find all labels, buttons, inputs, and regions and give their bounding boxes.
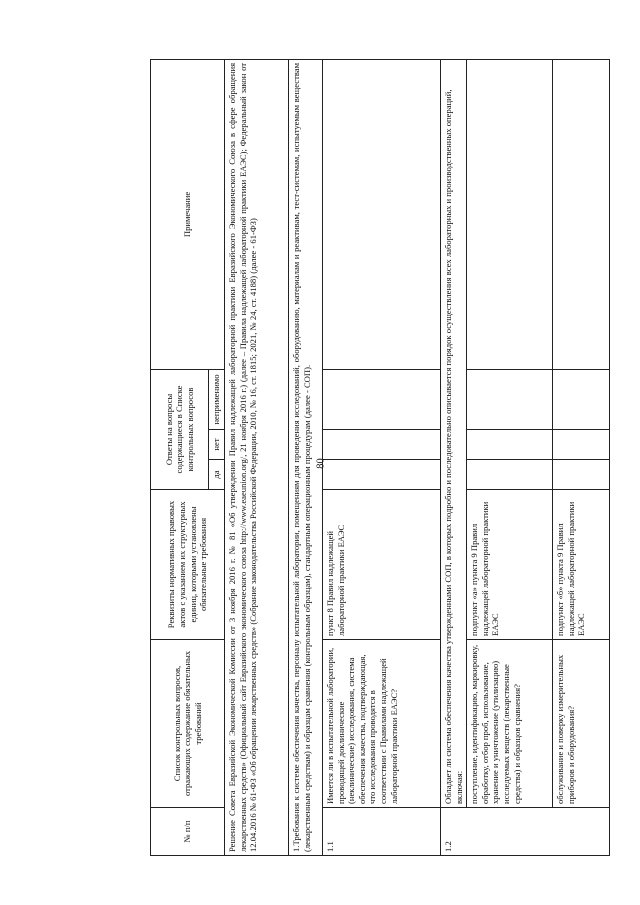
row-question: Имеется ли в испытательной лаборатории, проводящей доклинические (неклинические) исследования, система обеспечения качества, подтверждающая, что исследования проводятся в соответствии с Правилами надлежащей лабораторной практики ЕАЭС? (323, 640, 441, 808)
answer-yes-cell[interactable] (323, 460, 441, 490)
sub-item-requisite: подпункт «б» пункта 9 Правил надлежащей лабораторной практики ЕАЭС (553, 490, 610, 640)
answer-na-cell[interactable] (323, 369, 441, 429)
answer-no-cell[interactable] (553, 430, 610, 460)
sub-item-question: поступление, идентификацию, маркировку, обработку, отбор проб, использование, хранение и уничтожение (утилизацию) исследуемых веществ (лекарственные средства) и образцов сравнения? (467, 640, 553, 808)
header-answer-no: нет (209, 430, 225, 460)
note-cell[interactable] (323, 59, 441, 369)
table-row (553, 59, 610, 855)
answer-no-cell[interactable] (323, 430, 441, 460)
row-number: 1.1 (323, 808, 441, 856)
header-number: № п/п (151, 808, 225, 856)
header-answer-na: неприменимо (209, 369, 225, 429)
table-row (467, 59, 553, 855)
row-question: Обладает ли система обеспечения качества утвержденными СОП, в которых подробно и последовательно описывается порядок осуществления всех лабораторных и производственных операций, включая: (441, 59, 467, 807)
sub-item-requisite: подпункт «а» пункта 9 Правил надлежащей лабораторной практики ЕАЭС (467, 490, 553, 640)
page-number: 80 (315, 458, 327, 469)
checklist-sheet (150, 60, 610, 856)
header-note: Примечание (151, 59, 225, 369)
table-row (323, 59, 441, 855)
header-requisites: Реквизиты нормативных правовых актов с указанием их структурных единиц, которыми установлены обязательные требования (151, 490, 225, 640)
table-row (441, 59, 467, 855)
answer-na-cell[interactable] (467, 369, 553, 429)
header-answer-yes: да (209, 460, 225, 490)
header-answers: Ответы на вопросы содержащиеся в Списке контрольных вопросов (151, 369, 209, 489)
row-number: 1.2 (441, 808, 610, 856)
note-cell[interactable] (553, 59, 610, 369)
decision-text: Решение Совета Евразийской Экономической Комиссии от 3 ноября 2016 г. № 81 «Об утверждении Правил надлежащей лабораторной практики Евразийского Экономического Союза в сфере обращения лекарственных средств» (Официальный сайт Евразийского экономического союза http://www.eaeunion.org/, 21 ноября 2016 г.) (далее – Правила надлежащей лабораторной практики ЕАЭС); Федеральный закон от 12.04.2016 № 61-ФЗ «Об обращении лекарственных средств» (Собрание законодательства Российской Федерации, 2010, № 16, ст. 1815; 2021, № 24, ст. 4188) (далее - 61-ФЗ) (225, 59, 289, 855)
section-1-title: 1.Требования к системе обеспечения качества, персоналу испытательной лаборатории, помещениям для проведения исследований, оборудованию, материалам и реактивам, тест-системам, испытуемым веществам (лекарственным средствам) и образцам сравнения (контрольным образцам), стандартным операционным процедурам (далее - СОП). (289, 59, 323, 855)
answer-yes-cell[interactable] (553, 460, 610, 490)
checklist-table (150, 59, 610, 856)
row-requisite: пункт 8 Правил надлежащей лабораторной практики ЕАЭС (323, 490, 441, 640)
header-questions: Список контрольных вопросов, отражающих содержание обязательных требований (151, 640, 225, 808)
note-cell[interactable] (467, 59, 553, 369)
answer-na-cell[interactable] (553, 369, 610, 429)
answer-no-cell[interactable] (467, 430, 553, 460)
answer-yes-cell[interactable] (467, 460, 553, 490)
sub-item-question: обслуживание и поверку измерительных приборов и оборудования? (553, 640, 610, 808)
